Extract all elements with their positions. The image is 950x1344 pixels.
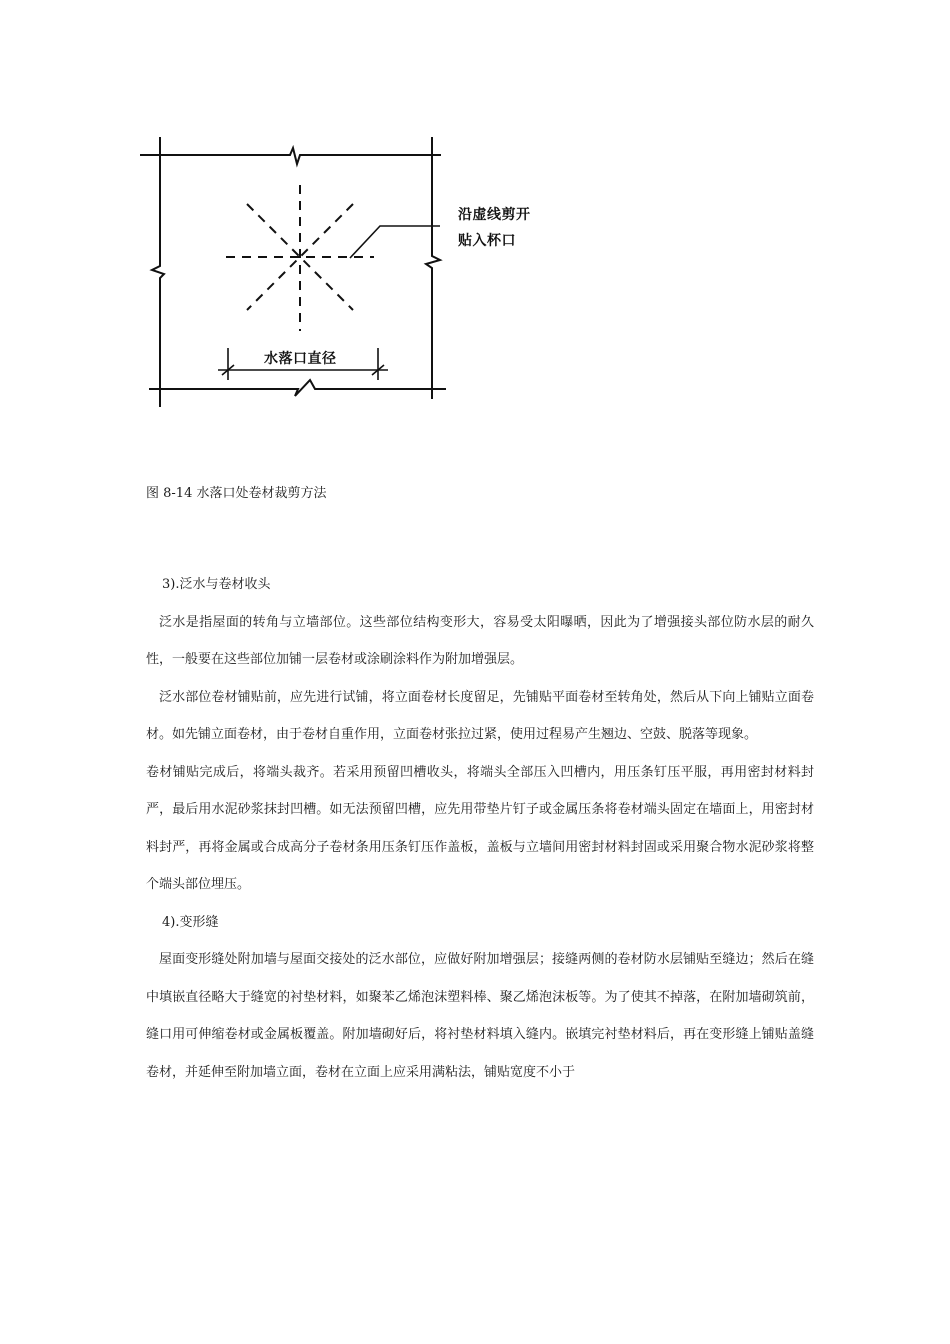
label-leader-line xyxy=(350,226,440,258)
section-heading: 4).变形缝 xyxy=(162,914,219,930)
figure-drain-cutting-diagram xyxy=(140,128,560,418)
left-edge-line xyxy=(152,138,164,406)
dimension-label: 水落口直径 xyxy=(262,348,339,368)
paragraph: 泛水是指屋面的转角与立墙部位。这些部位结构变形大，容易受太阳曝晒，因此为了增强接头部位防水层的耐久性，一般要在这些部位加铺一层卷材或涂刷涂料作为附加增强层。 xyxy=(146,614,814,667)
right-edge-line xyxy=(426,138,440,398)
drain-cutting-diagram xyxy=(140,128,560,418)
document-body xyxy=(146,566,814,1091)
cut-label-line1: 沿虚线剪开 xyxy=(458,207,531,223)
figure-caption: 图 8-14 水落口处卷材裁剪方法 xyxy=(146,486,327,501)
top-edge-line xyxy=(140,148,440,164)
dashed-cut-lines xyxy=(226,185,374,331)
paragraph: 泛水部位卷材铺贴前，应先进行试铺，将立面卷材长度留足，先铺贴平面卷材至转角处，然后从下向上铺贴立面卷材。如先铺立面卷材，由于卷材自重作用，立面卷材张拉过紧，使用过程易产生翘边、空鼓、脱落等现象。 xyxy=(146,689,814,742)
paragraph: 卷材铺贴完成后，将端头裁齐。若采用预留凹槽收头，将端头全部压入凹槽内，用压条钉压平服，再用密封材料封严，最后用水泥砂浆抹封凹槽。如无法预留凹槽，应先用带垫片钉子或金属压条将卷材端头固定在墙面上，用密封材料封严，再将金属或合成高分子卷材条用压条钉压作盖板，盖板与立墙间用密封材料封固或采用聚合物水泥砂浆将整个端头部位埋压。 xyxy=(146,764,814,892)
cut-label-line2: 贴入杯口 xyxy=(458,233,516,249)
section-heading: 3).泛水与卷材收头 xyxy=(162,577,271,592)
bottom-edge-line xyxy=(150,380,445,396)
paragraph: 屋面变形缝处附加墙与屋面交接处的泛水部位，应做好附加增强层；接缝两侧的卷材防水层铺贴至缝边；然后在缝中填嵌直径略大于缝宽的衬垫材料，如聚苯乙烯泡沫塑料棒、聚乙烯泡沫板等。为了使其不掉落，在附加墙砌筑前，缝口用可伸缩卷材或金属板覆盖。附加墙砌好后，将衬垫材料填入缝内。嵌填完衬垫材料后，再在变形缝上铺贴盖缝卷材，并延伸至附加墙立面，卷材在立面上应采用满粘法，铺贴宽度不小于 xyxy=(146,952,814,1080)
